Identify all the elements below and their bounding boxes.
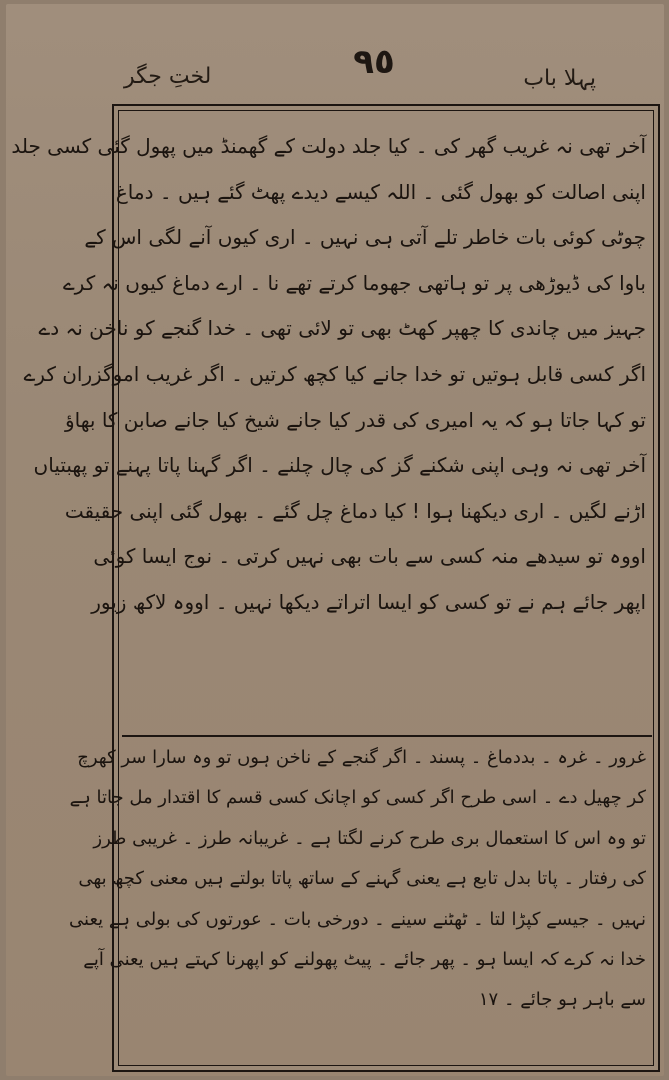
footnote-line: غرور ۔ غرہ ۔ بددماغ ۔ پسند ۔ اگر گنجے کے ناخن ہوں تو وہ سارا سر کھرچ: [77, 747, 646, 768]
footnote-divider: [122, 735, 652, 737]
footnote-line: خدا نہ کرے کہ ایسا ہو ۔ پھر جائے ۔ پیٹ پھولنے کو اپھرنا کہتے ہیں یعنی آپے: [83, 948, 646, 970]
text-line: اووہ تو سیدھے منہ کسی سے بات بھی نہیں کرتی ۔ نوج ایسا کوئی: [93, 544, 646, 569]
text-line: چوٹی کوئی بات خاطر تلے آتی ہی نہیں ۔ اری کیوں آنے لگی اس کے: [84, 225, 646, 250]
footnote-line: کی رفتار ۔ پاتا بدل تابع ہے یعنی گہنے کے ساتھ پاتا بولتے ہیں معنی کچھ بھی: [78, 868, 646, 890]
text-line: اڑنے لگیں ۔ اری دیکھنا ہوا ! کیا دماغ چل گئے ۔ بھول گئی اپنی حقیقت: [64, 498, 646, 523]
footnote-line: تو وہ اس کا استعمال بری طرح کرنے لگتا ہے ۔ غریبانہ طرز ۔ غریبی طرز: [93, 827, 646, 849]
footnote-line: سے باہر ہو جائے ۔ ١٧: [478, 989, 646, 1011]
text-line: اپھر جائے ہم نے تو کسی کو ایسا اتراتے دیکھا نہیں ۔ اووہ لاکھ زیور: [91, 589, 646, 614]
page-number: ٩٥: [353, 42, 395, 82]
text-line: آخر تھی نہ غریب گھر کی ۔ کیا جلد دولت کے گھمنڈ میں پھول گئی کسی جلد: [11, 134, 646, 158]
text-line: تو کہا جاتا ہو کہ یہ امیری کی قدر کیا جانے شیخ کیا جانے صابن کا بھاؤ: [64, 407, 646, 432]
text-line: اپنی اصالت کو بھول گئی ۔ اللہ کیسے دیدے پھٹ گئے ہیں ۔ دماغ: [115, 179, 646, 204]
footnote-line: کر چھیل دے ۔ اسی طرح اگر کسی کو اچانک کسی قسم کا اقتدار مل جاتا ہے: [69, 787, 646, 809]
text-line: جہیز میں چاندی کا چھپر کھٹ بھی تو لائی تھی ۔ خدا گنجے کو ناخن نہ دے: [38, 316, 646, 341]
footnotes-block: [69, 738, 646, 1021]
text-line: اگر کسی قابل ہوتیں تو خدا جانے کیا کچھ کرتیں ۔ اگر غریب اموگزران کرے: [23, 361, 646, 386]
footnote-line: نہیں ۔ جیسے کپڑا لتا ۔ ٹھٹنے سینے ۔ دورخی بات ۔ عورتوں کی بولی ہے یعنی: [69, 908, 646, 930]
text-line: باوا کی ڈیوڑھی پر تو ہاتھی جھوما کرتے تھے نا ۔ ارے دماغ کیوں نہ کرے: [62, 270, 646, 295]
running-header-chapter: پہلا باب: [523, 66, 596, 91]
running-header-title: لختِ جگر: [124, 64, 212, 89]
main-text-block: [11, 124, 646, 626]
text-line: آخر تھی نہ وہی اپنی شکنے گز کی چال چلنے ۔ اگر گہنا پاتا پہنے تو پھبتیاں: [33, 453, 646, 478]
